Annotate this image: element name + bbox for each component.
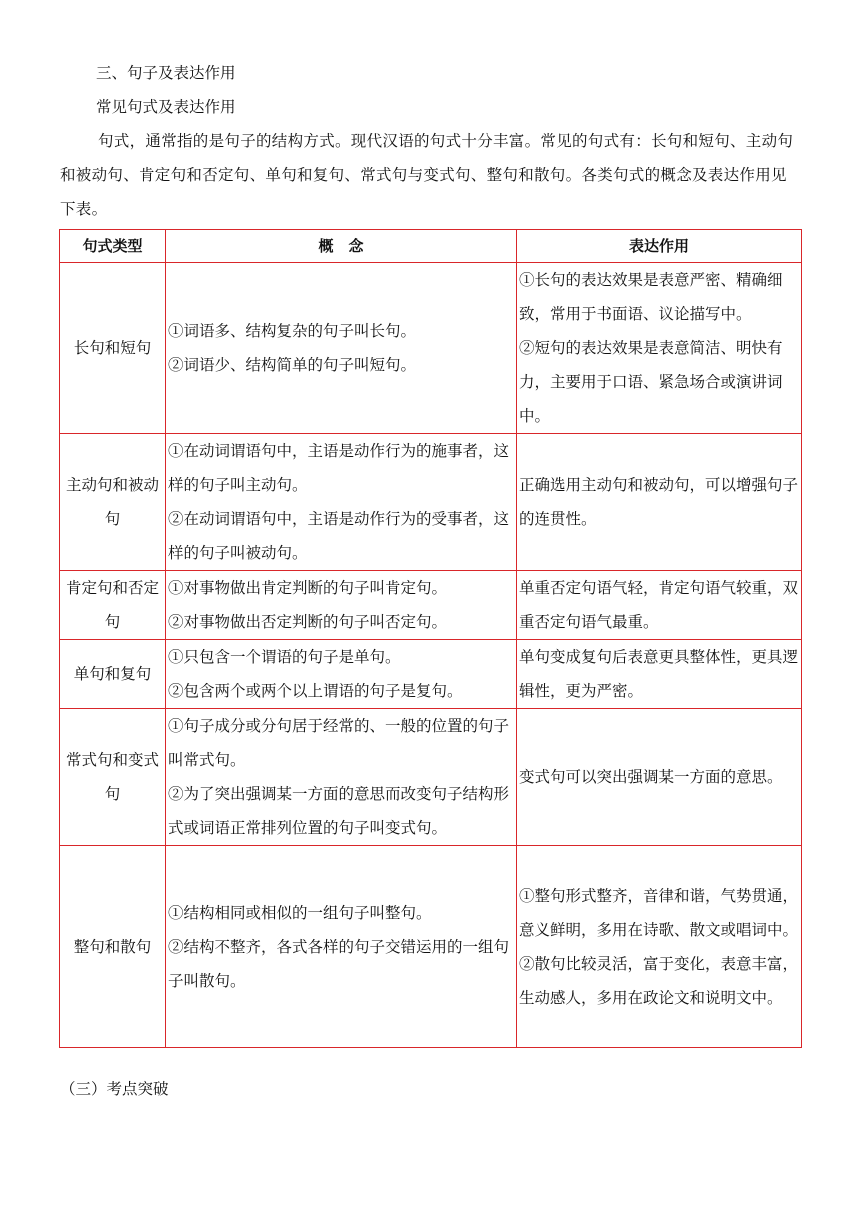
cell-effect xyxy=(517,263,802,434)
cell-type: 长句和短句 xyxy=(60,263,166,434)
effect-line: 单句变成复句后表意更具整体性，更具逻辑性，更为严密。 xyxy=(519,648,799,700)
table-row xyxy=(60,640,802,709)
cell-type: 常式句和变式句 xyxy=(60,709,166,846)
intro-paragraph: 句式，通常指的是句子的结构方式。现代汉语的句式十分丰富。常见的句式有：长句和短句、主动句和被动句、肯定句和否定句、单句和复句、常式句与变式句、整句和散句。各类句式的概念及表达作用见下表。 xyxy=(60,132,794,218)
effect-line: ②短句的表达效果是表意简洁、明快有力，主要用于口语、紧急场合或演讲词中。 xyxy=(519,339,783,425)
section-heading: 三、句子及表达作用 xyxy=(96,64,236,82)
cell-type: 单句和复句 xyxy=(60,640,166,709)
cell-concept xyxy=(166,709,517,846)
effect-line: ②散句比较灵活，富于变化，表意丰富，生动感人，多用在政论文和说明文中。 xyxy=(519,954,799,1007)
table-row xyxy=(60,571,802,640)
concept-line: ②结构不整齐，各式各样的句子交错运用的一组句子叫散句。 xyxy=(168,937,510,990)
cell-effect xyxy=(517,846,802,1048)
section-footer-heading: （三）考点突破 xyxy=(60,1080,169,1098)
header-concept: 概 念 xyxy=(166,230,517,263)
concept-line: ②词语少、结构简单的句子叫短句。 xyxy=(168,356,417,374)
header-type: 句式类型 xyxy=(60,230,166,263)
cell-concept xyxy=(166,640,517,709)
table-header-row xyxy=(60,230,802,263)
cell-effect xyxy=(517,709,802,846)
concept-line: ①在动词谓语句中，主语是动作行为的施事者，这样的句子叫主动句。 xyxy=(168,442,510,494)
concept-line: ②在动词谓语句中，主语是动作行为的受事者，这样的句子叫被动句。 xyxy=(168,510,510,562)
header-effect: 表达作用 xyxy=(517,230,802,263)
cell-effect xyxy=(517,640,802,709)
sentence-types-table xyxy=(59,229,802,1048)
effect-line: 正确选用主动句和被动句，可以增强句子的连贯性。 xyxy=(519,476,799,528)
effect-line: ①整句形式整齐，音律和谐，气势贯通，意义鲜明，多用在诗歌、散文或唱词中。 xyxy=(519,886,799,939)
cell-concept xyxy=(166,434,517,571)
effect-line: ①长句的表达效果是表意严密、精确细致，常用于书面语、议论描写中。 xyxy=(519,271,783,323)
cell-effect xyxy=(517,434,802,571)
table-row xyxy=(60,709,802,846)
concept-line: ②对事物做出否定判断的句子叫否定句。 xyxy=(168,613,448,631)
concept-line: ①结构相同或相似的一组句子叫整句。 xyxy=(168,903,432,922)
effect-line: 变式句可以突出强调某一方面的意思。 xyxy=(519,768,783,786)
table-row xyxy=(60,434,802,571)
concept-line: ①句子成分或分句居于经常的、一般的位置的句子叫常式句。 xyxy=(168,717,510,769)
concept-line: ②包含两个或两个以上谓语的句子是复句。 xyxy=(168,682,463,700)
table-row xyxy=(60,263,802,434)
concept-line: ①只包含一个谓语的句子是单句。 xyxy=(168,648,401,666)
cell-concept xyxy=(166,571,517,640)
table-row xyxy=(60,846,802,1048)
concept-line: ①词语多、结构复杂的句子叫长句。 xyxy=(168,322,417,340)
cell-concept xyxy=(166,263,517,434)
concept-line: ②为了突出强调某一方面的意思而改变句子结构形式或词语正常排列位置的句子叫变式句。 xyxy=(168,785,510,837)
sub-heading: 常见句式及表达作用 xyxy=(96,98,236,116)
cell-effect xyxy=(517,571,802,640)
cell-type: 肯定句和否定句 xyxy=(60,571,166,640)
concept-line: ①对事物做出肯定判断的句子叫肯定句。 xyxy=(168,579,448,597)
cell-type: 整句和散句 xyxy=(60,846,166,1048)
effect-line: 单重否定句语气轻，肯定句语气较重，双重否定句语气最重。 xyxy=(519,579,799,631)
cell-concept xyxy=(166,846,517,1048)
cell-type: 主动句和被动句 xyxy=(60,434,166,571)
